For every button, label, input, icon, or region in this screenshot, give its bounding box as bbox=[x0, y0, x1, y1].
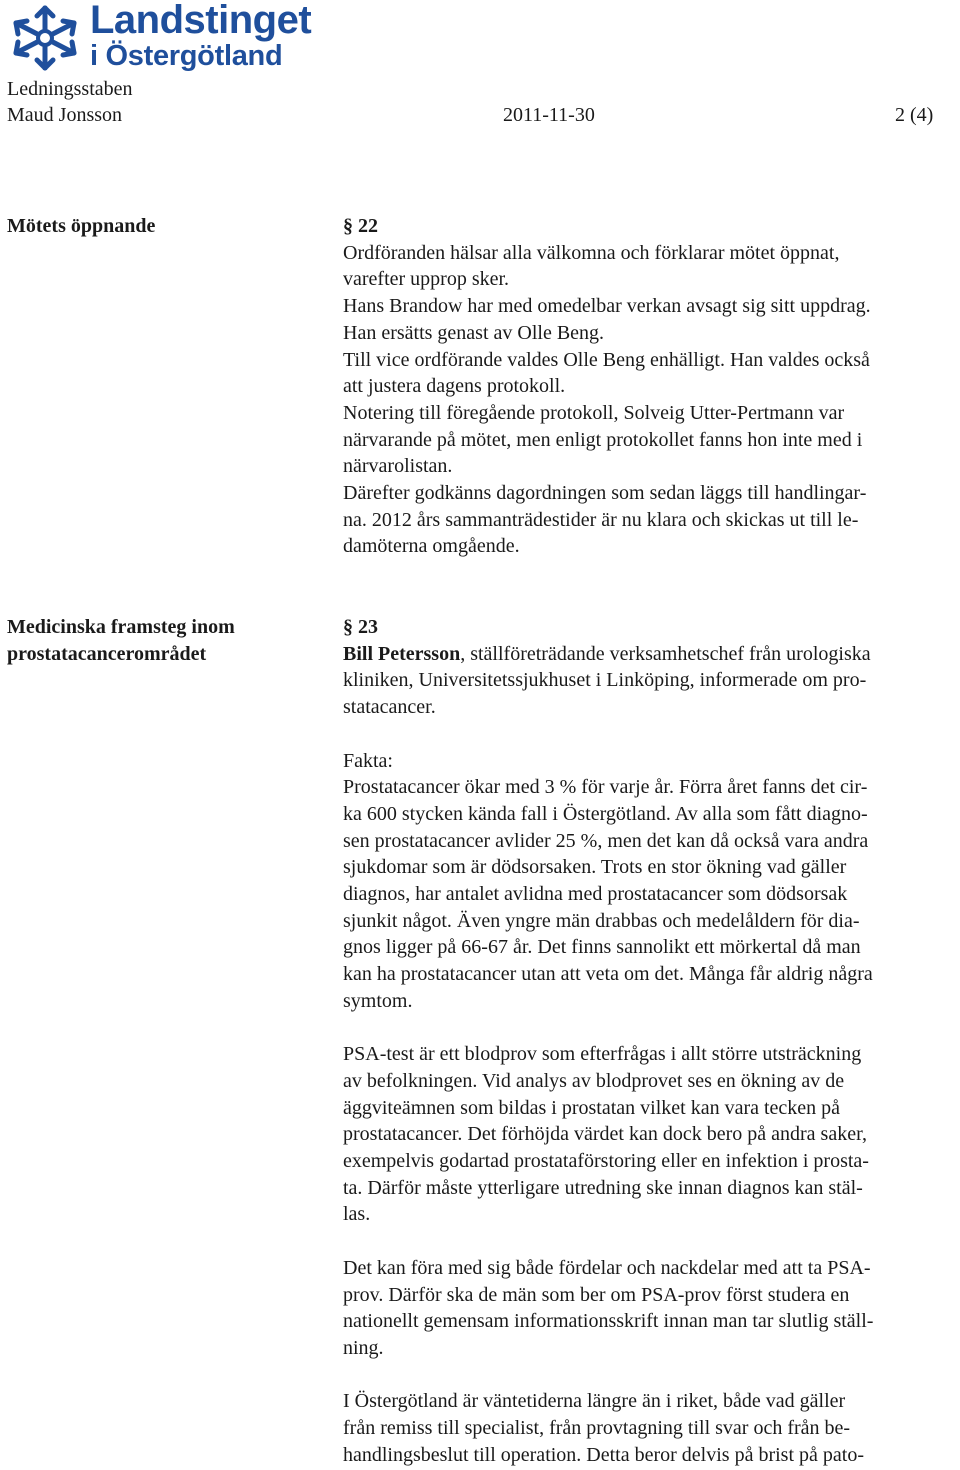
paragraph-number: § 23 bbox=[343, 616, 378, 638]
text-line: kliniken, Universitetssjukhuset i Linköping, informerade om pro- bbox=[343, 669, 867, 692]
text-line: Därefter godkänns dagordningen som sedan läggs till handlingar- bbox=[343, 482, 867, 505]
text-line: symtom. bbox=[343, 989, 413, 1012]
text-line: prov. Därför ska de män som ber om PSA-prov först studera en bbox=[343, 1283, 850, 1306]
presenter-name: Bill Petersson bbox=[343, 642, 461, 665]
text-line: äggviteämnen som bildas i prostatan vilket kan vara tecken på bbox=[343, 1096, 841, 1119]
text-line: sjukdomar som är dödsorsaken. Trots en stor ökning vad gäller bbox=[343, 856, 847, 879]
text-line: varefter upprop sker. bbox=[343, 268, 510, 291]
text-line: damöterna omgående. bbox=[343, 535, 520, 558]
text-line: Till vice ordförande valdes Olle Beng enhälligt. Han valdes också bbox=[343, 348, 870, 371]
text-line: kan ha prostatacancer utan att veta om det. Många får aldrig några bbox=[343, 963, 873, 986]
text-line: handlingsbeslut till operation. Detta beror delvis på brist på pato- bbox=[343, 1443, 864, 1466]
text-line: närvarande på mötet, men enligt protokollet fanns hon inte med i bbox=[343, 428, 863, 451]
intro-line bbox=[343, 641, 958, 668]
intro-line-rest: , ställföreträdande verksamhetschef från urologiska bbox=[460, 642, 871, 665]
text-line: statacancer. bbox=[343, 696, 436, 719]
snowflake-icon bbox=[6, 2, 84, 74]
section-title-motets-oppnande: Mötets öppnande bbox=[7, 215, 156, 237]
text-line: av befolkningen. Vid analys av blodprovet ses en ökning av de bbox=[343, 1069, 845, 1092]
text-line: ta. Därför måste ytterligare utredning ske innan diagnos kan stäl- bbox=[343, 1176, 863, 1199]
text-line: nationellt gemensam informationsskrift innan man tar slutlig ställ- bbox=[343, 1310, 874, 1333]
text-line: från remiss till specialist, från provtagning till svar och från be- bbox=[343, 1417, 851, 1440]
section-body-23 bbox=[343, 614, 958, 1468]
text-line: PSA-test är ett blodprov som efterfrågas i allt större utsträckning bbox=[343, 1043, 862, 1066]
text-line: diagnos, har antalet avlidna med prostatacancer som dödsorsak bbox=[343, 883, 848, 906]
text-line: exempelvis godartad prostataförstoring eller en infektion i prosta- bbox=[343, 1150, 869, 1173]
paragraph-number: § 22 bbox=[343, 215, 378, 237]
text-line: närvarolistan. bbox=[343, 455, 453, 478]
text-line: Ordföranden hälsar alla välkomna och förklarar mötet öppnat, bbox=[343, 241, 840, 264]
text-line: prostatacancer. Det förhöjda värdet kan dock bero på andra saker, bbox=[343, 1123, 867, 1146]
document-date: 2011-11-30 bbox=[503, 104, 595, 126]
text-line: Hans Brandow har med omedelbar verkan avsagt sig sitt uppdrag. bbox=[343, 295, 871, 318]
page-number: 2 (4) bbox=[895, 104, 934, 126]
text-line: Notering till föregående protokoll, Solveig Utter-Pertmann var bbox=[343, 401, 845, 424]
text-line: sjunkit något. Även yngre män drabbas och medelåldern för dia- bbox=[343, 909, 860, 932]
text-line: att justera dagens protokoll. bbox=[343, 375, 566, 398]
text-line: I Östergötland är väntetiderna längre än i riket, både vad gäller bbox=[343, 1390, 846, 1413]
text-line: gnos ligger på 66-67 år. Det finns sannolikt ett mörkertal då man bbox=[343, 936, 861, 959]
text-line: Han ersätts genast av Olle Beng. bbox=[343, 321, 605, 344]
landstinget-logo bbox=[6, 0, 312, 74]
fakta-label: Fakta: bbox=[343, 749, 393, 772]
text-line: ka 600 stycken kända fall i Östergötland. Av alla som fått diagno- bbox=[343, 802, 868, 825]
text-line: Det kan föra med sig både fördelar och nackdelar med att ta PSA- bbox=[343, 1256, 871, 1279]
logo-text-landstinget: Landstinget bbox=[90, 0, 312, 42]
text-line: na. 2012 års sammanträdestider är nu klara och skickas ut till le- bbox=[343, 508, 859, 531]
author-name: Maud Jonsson bbox=[7, 104, 123, 126]
section-body-22 bbox=[343, 213, 958, 560]
text-line: ning. bbox=[343, 1336, 384, 1359]
logo-text-ostergotland: i Östergötland bbox=[90, 40, 283, 72]
text-line: sen prostatacancer avlider 25 %, men det kan då också vara andra bbox=[343, 829, 869, 852]
section-title-line: prostatacancerområdet bbox=[7, 642, 207, 665]
text-line: Prostatacancer ökar med 3 % för varje år. Förra året fanns det cir- bbox=[343, 776, 868, 799]
section-title-medicinska-framsteg bbox=[7, 614, 235, 667]
department-name: Ledningsstaben bbox=[7, 78, 133, 100]
text-line: las. bbox=[343, 1203, 371, 1226]
section-title-line: Medicinska framsteg inom bbox=[7, 616, 235, 638]
